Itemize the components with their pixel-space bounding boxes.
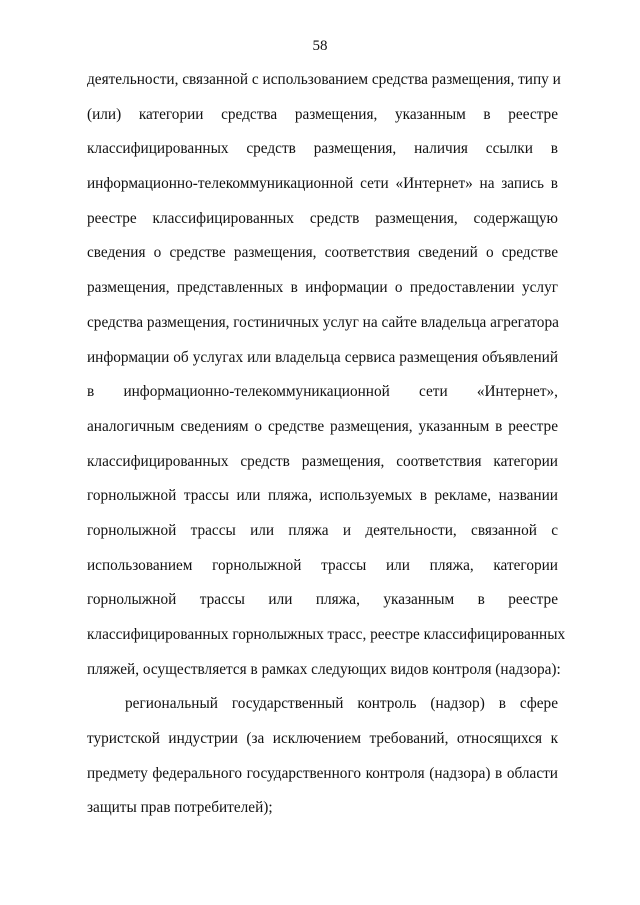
text-line: реестре классифицированных средств размещения, содержащую bbox=[87, 209, 558, 227]
text-line: классифицированных средств размещения, соответствия категории bbox=[87, 452, 558, 470]
body-text bbox=[87, 69, 566, 832]
text-line: классифицированных средств размещения, наличия ссылки в bbox=[87, 140, 558, 158]
text-line: защиты прав потребителей); bbox=[87, 799, 273, 817]
text-line: информации об услугах или владельца сервиса размещения объявлений bbox=[87, 348, 558, 366]
text-line: предмету федерального государственного контроля (надзора) в области bbox=[87, 764, 558, 782]
text-line: деятельности, связанной с использованием средства размещения, типу и bbox=[87, 71, 561, 88]
text-line: региональный государственный контроль (надзор) в сфере bbox=[125, 695, 558, 713]
text-line: горнолыжной трассы или пляжа, используемых в рекламе, названии bbox=[87, 487, 558, 505]
text-line: туристской индустрии (за исключением требований, относящихся к bbox=[87, 730, 558, 748]
text-line: классифицированных горнолыжных трасс, реестре классифицированных bbox=[87, 626, 566, 643]
text-line: пляжей, осуществляется в рамках следующих видов контроля (надзора): bbox=[87, 660, 561, 678]
text-line: сведения о средстве размещения, соответствия сведений о средстве bbox=[87, 244, 558, 262]
text-line: горнолыжной трассы или пляжа, указанным в реестре bbox=[87, 591, 558, 609]
text-line: в информационно-телекоммуникационной сети «Интернет», bbox=[87, 383, 558, 401]
text-line: аналогичным сведениям о средстве размещения, указанным в реестре bbox=[87, 417, 558, 435]
text-line: (или) категории средства размещения, указанным в реестре bbox=[87, 105, 558, 123]
text-line: горнолыжной трассы или пляжа и деятельности, связанной с bbox=[87, 521, 558, 539]
text-line: использованием горнолыжной трассы или пляжа, категории bbox=[87, 556, 558, 574]
text-line: средства размещения, гостиничных услуг на сайте владельца агрегатора bbox=[87, 313, 559, 331]
text-line: информационно-телекоммуникационной сети «Интернет» на запись в bbox=[87, 175, 558, 193]
text-line: размещения, представленных в информации о предоставлении услуг bbox=[87, 279, 558, 297]
page-number: 58 bbox=[312, 38, 328, 54]
